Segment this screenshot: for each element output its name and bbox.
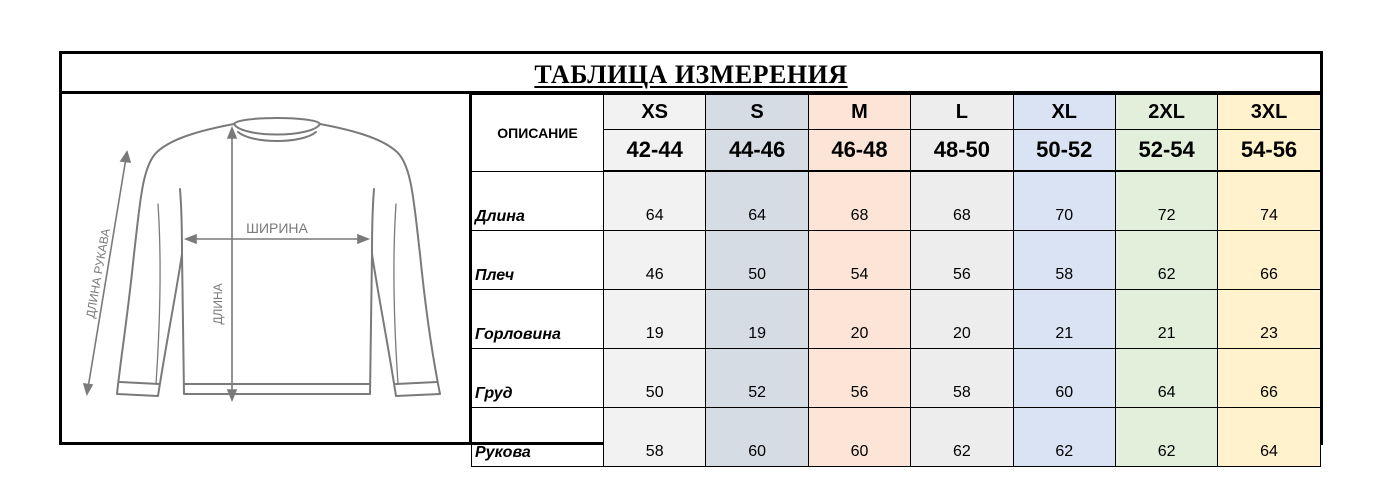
measurement-value: 50 <box>706 231 808 290</box>
size-name-header: S <box>706 95 808 130</box>
measurement-value: 68 <box>808 171 910 231</box>
measurement-value: 21 <box>1013 290 1115 349</box>
measurement-value: 21 <box>1115 290 1217 349</box>
size-name-header: 3XL <box>1218 95 1320 130</box>
measurement-value: 50 <box>604 349 706 408</box>
sweatshirt-illustration-icon <box>62 94 469 442</box>
size-range-header: 48-50 <box>911 130 1013 172</box>
measurement-value: 46 <box>604 231 706 290</box>
measurement-value: 66 <box>1218 349 1320 408</box>
measurement-value: 58 <box>911 349 1013 408</box>
table-row <box>472 231 1321 290</box>
measurement-value: 66 <box>1218 231 1320 290</box>
description-header: ОПИСАНИЕ <box>472 95 604 172</box>
measurement-value: 60 <box>808 408 910 467</box>
measurement-value: 19 <box>706 290 808 349</box>
table-row <box>472 171 1321 231</box>
measurement-value: 58 <box>1013 231 1115 290</box>
size-name-header: XL <box>1013 95 1115 130</box>
measurement-value: 64 <box>1218 408 1320 467</box>
measurement-value: 72 <box>1115 171 1217 231</box>
size-range-header: 44-46 <box>706 130 808 172</box>
size-name-header: M <box>808 95 910 130</box>
measurement-label: Груд <box>472 349 604 408</box>
sleeve-length-label: ДЛИНА РУКАВА <box>83 227 113 320</box>
measurement-value: 58 <box>604 408 706 467</box>
measurement-value: 19 <box>604 290 706 349</box>
measurement-value: 60 <box>1013 349 1115 408</box>
measurement-label: Рукова <box>472 408 604 467</box>
size-chart-frame <box>59 51 1323 461</box>
measurement-value: 62 <box>1115 231 1217 290</box>
title-row <box>62 54 1320 94</box>
measurement-value: 20 <box>911 290 1013 349</box>
measurement-label: Длина <box>472 171 604 231</box>
measurement-value: 23 <box>1218 290 1320 349</box>
measurement-value: 62 <box>1115 408 1217 467</box>
page-title: ТАБЛИЦА ИЗМЕРЕНИЯ <box>534 60 848 89</box>
size-range-header: 50-52 <box>1013 130 1115 172</box>
measurement-value: 74 <box>1218 171 1320 231</box>
length-label: ДЛИНА <box>211 283 225 325</box>
measurement-value: 56 <box>808 349 910 408</box>
measurement-value: 62 <box>1013 408 1115 467</box>
sweatshirt-diagram <box>62 94 471 442</box>
measurement-label: Горловина <box>472 290 604 349</box>
table-row <box>472 349 1321 408</box>
measurement-value: 62 <box>911 408 1013 467</box>
measurement-value: 70 <box>1013 171 1115 231</box>
size-range-header: 46-48 <box>808 130 910 172</box>
size-header-row <box>472 95 1321 130</box>
measurement-value: 54 <box>808 231 910 290</box>
measurement-value: 20 <box>808 290 910 349</box>
size-name-header: L <box>911 95 1013 130</box>
size-range-header: 42-44 <box>604 130 706 172</box>
size-name-header: 2XL <box>1115 95 1217 130</box>
measurement-label: Плеч <box>472 231 604 290</box>
measurement-value: 56 <box>911 231 1013 290</box>
measurement-value: 64 <box>706 171 808 231</box>
size-range-header: 54-56 <box>1218 130 1320 172</box>
size-table <box>471 94 1321 467</box>
table-row <box>472 290 1321 349</box>
measurement-value: 64 <box>1115 349 1217 408</box>
measurement-value: 52 <box>706 349 808 408</box>
measurement-value: 68 <box>911 171 1013 231</box>
size-name-header: XS <box>604 95 706 130</box>
measurement-value: 60 <box>706 408 808 467</box>
table-row <box>472 408 1321 467</box>
measurement-value: 64 <box>604 171 706 231</box>
width-label: ШИРИНА <box>246 220 308 236</box>
size-range-header: 52-54 <box>1115 130 1217 172</box>
